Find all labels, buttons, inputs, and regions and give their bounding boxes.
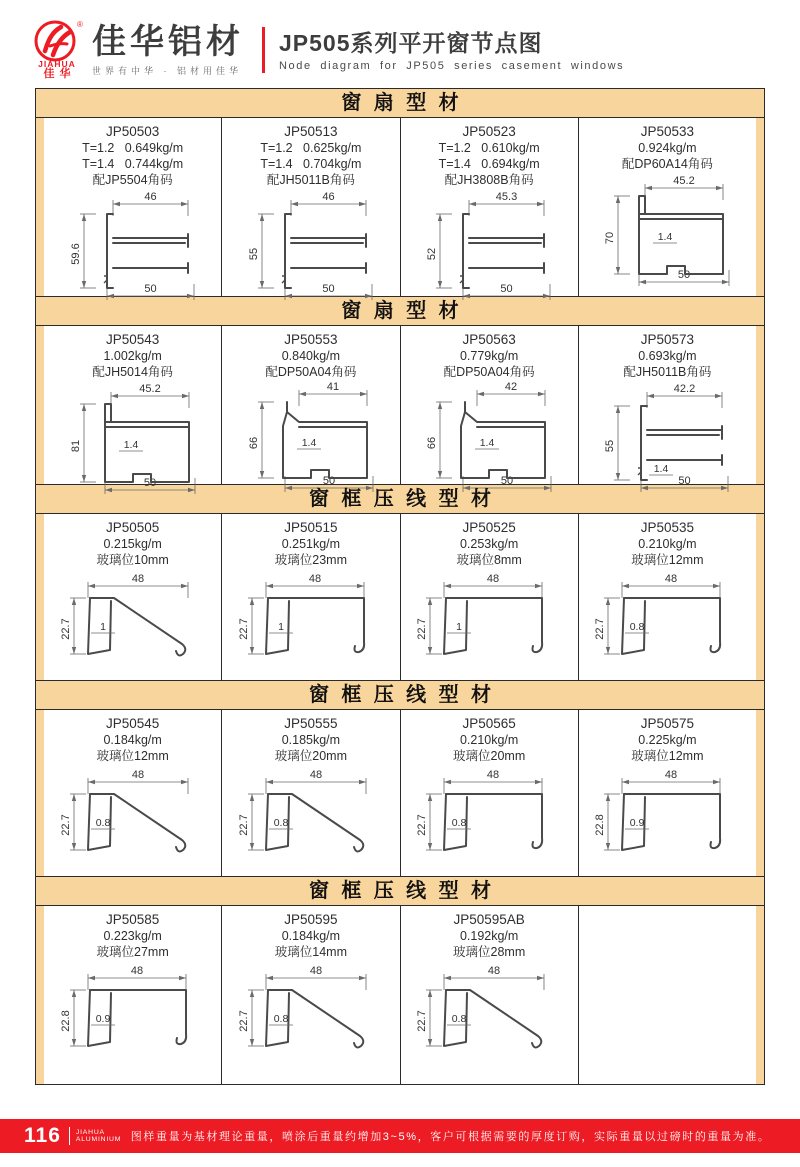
svg-text:48: 48 (665, 573, 678, 585)
svg-text:59.6: 59.6 (69, 243, 82, 265)
profile-drawing (48, 570, 218, 664)
svg-text:45.2: 45.2 (138, 383, 161, 395)
svg-text:48: 48 (487, 769, 500, 781)
svg-text:1.4: 1.4 (479, 437, 495, 449)
spec-line: 0.251kg/m (281, 537, 341, 551)
spec-line: 0.192kg/m (459, 929, 519, 943)
footer-note: 图样重量为基材理论重量，喷涂后重量约增加3~5%，客户可根据需要的厚度订购，实际重量以过磅时的重量为准。 (130, 1131, 771, 1143)
page-title: JP505系列平开窗节点图 (279, 30, 543, 56)
svg-text:52: 52 (426, 247, 439, 261)
svg-text:1: 1 (99, 621, 106, 633)
profile-cell-jp50533 (578, 118, 756, 296)
spec-line: 0.210kg/m (638, 537, 697, 551)
spec-line: 0.210kg/m (459, 733, 519, 747)
profile-cell-jp50573 (578, 326, 756, 487)
profile-table (35, 88, 765, 1085)
profile-row (44, 514, 756, 680)
svg-text:22.7: 22.7 (237, 814, 250, 836)
spec-line: 玻璃位10mm (96, 553, 169, 567)
svg-text:22.7: 22.7 (237, 618, 250, 640)
profile-drawing (582, 382, 752, 494)
brand-slogan: 世界有中华 · 铝材用佳华 (92, 65, 242, 76)
profile-row (44, 906, 756, 1084)
spec-line: 玻璃位20mm (453, 749, 526, 763)
svg-text:0.8: 0.8 (630, 621, 645, 633)
logo-brand-en: JIAHUA (38, 59, 76, 69)
svg-text:50: 50 (322, 283, 335, 295)
page-number: 116 (24, 1124, 61, 1147)
spec-line: 0.185kg/m (281, 733, 341, 747)
svg-text:50: 50 (322, 475, 335, 487)
spec-line: T=1.4 0.744kg/m (82, 157, 184, 171)
spec-line: 配JH3808B角码 (444, 173, 534, 187)
spec-line: 玻璃位27mm (96, 945, 169, 959)
profile-drawing (48, 766, 218, 860)
svg-text:®: ® (77, 20, 83, 29)
svg-text:50: 50 (501, 475, 514, 487)
svg-text:50: 50 (678, 269, 691, 281)
section-title: 窗框压线型材 (308, 880, 504, 902)
spec-line: 玻璃位14mm (274, 945, 347, 959)
spec-line: T=1.4 0.704kg/m (260, 157, 362, 171)
profile-drawing (404, 382, 574, 492)
svg-text:46: 46 (322, 191, 335, 203)
svg-text:50: 50 (144, 283, 157, 295)
spec-line: 玻璃位23mm (274, 553, 347, 567)
svg-text:42.2: 42.2 (674, 383, 696, 395)
profile-cell-jp50535 (578, 514, 756, 680)
model-number: JP50563 (462, 332, 516, 347)
svg-text:1: 1 (456, 621, 463, 633)
spec-line: 玻璃位8mm (456, 553, 522, 567)
footer-bar (0, 1119, 800, 1153)
header-divider (262, 27, 265, 73)
jiahua-logo-icon (30, 19, 84, 81)
logo-brand-cn: 佳华 (43, 68, 76, 80)
model-number: JP50505 (105, 520, 160, 535)
profile-cell-jp50505 (44, 514, 221, 680)
svg-text:22.7: 22.7 (416, 618, 429, 640)
model-number: JP50595 (284, 912, 338, 927)
spec-line: T=1.2 0.649kg/m (82, 141, 184, 155)
profile-drawing (226, 190, 396, 302)
spec-line: 配JH5011B角码 (266, 173, 355, 187)
section-title: 窗扇型材 (341, 300, 471, 322)
model-number: JP50543 (105, 332, 160, 347)
svg-text:1.4: 1.4 (658, 231, 673, 243)
profile-drawing (404, 190, 574, 302)
spec-line: 0.693kg/m (638, 349, 697, 363)
profile-drawing (226, 766, 396, 860)
spec-line: 配DP60A14角码 (621, 157, 713, 171)
spec-line: T=1.2 0.610kg/m (438, 141, 540, 155)
model-number: JP50513 (284, 124, 338, 139)
svg-text:41: 41 (326, 382, 339, 393)
spec-line: T=1.2 0.625kg/m (260, 141, 362, 155)
section-header (36, 89, 764, 118)
svg-text:0.8: 0.8 (95, 817, 110, 829)
spec-line: 0.253kg/m (459, 537, 519, 551)
svg-text:70: 70 (604, 231, 617, 245)
profile-cell-jp50555 (221, 710, 399, 876)
model-number: JP50545 (105, 716, 160, 731)
profile-cell-empty (578, 906, 756, 1084)
svg-text:45.2: 45.2 (673, 175, 696, 187)
svg-text:22.7: 22.7 (59, 618, 72, 640)
svg-text:0.9: 0.9 (95, 1013, 110, 1025)
svg-text:45.3: 45.3 (495, 191, 518, 203)
model-number: JP50533 (640, 124, 695, 139)
profile-drawing (226, 962, 396, 1056)
svg-text:81: 81 (69, 439, 82, 453)
profile-cell-jp50563 (400, 326, 578, 487)
profile-drawing (226, 570, 396, 664)
profile-cell-jp50545 (44, 710, 221, 876)
svg-text:48: 48 (309, 965, 322, 977)
spec-line: 玻璃位12mm (631, 553, 704, 567)
spec-line: 玻璃位28mm (453, 945, 526, 959)
profile-cell-jp50575 (578, 710, 756, 876)
spec-line: 0.184kg/m (103, 733, 162, 747)
spec-line: 0.779kg/m (459, 349, 519, 363)
model-number: JP50503 (105, 124, 160, 139)
svg-text:48: 48 (130, 965, 143, 977)
spec-line: 0.924kg/m (638, 141, 697, 155)
spec-line: 0.223kg/m (103, 929, 162, 943)
spec-line: 0.840kg/m (281, 349, 341, 363)
svg-text:0.8: 0.8 (451, 1013, 467, 1025)
page-header (0, 0, 800, 84)
page-subtitle: Node diagram for JP505 series casement windows (279, 60, 625, 72)
spec-line: 0.225kg/m (638, 733, 697, 747)
spec-line: 玻璃位20mm (274, 749, 347, 763)
profile-drawing (226, 382, 396, 492)
spec-line: 0.215kg/m (103, 537, 162, 551)
profile-cell-jp50503 (44, 118, 221, 296)
svg-text:46: 46 (144, 191, 157, 203)
model-number: JP50553 (284, 332, 338, 347)
company-logo (30, 19, 244, 81)
svg-text:1: 1 (277, 621, 284, 633)
svg-text:48: 48 (309, 769, 322, 781)
model-number: JP50573 (640, 332, 695, 347)
profile-cell-jp50585 (44, 906, 221, 1084)
model-number: JP50535 (640, 520, 695, 535)
profile-cell-jp50523 (400, 118, 578, 296)
profile-drawing (48, 382, 218, 494)
profile-drawing (48, 962, 218, 1056)
profile-cell-jp50553 (221, 326, 399, 487)
model-number: JP50515 (284, 520, 338, 535)
section-title: 窗框压线型材 (308, 684, 504, 706)
section-header (36, 876, 764, 906)
svg-text:0.8: 0.8 (451, 817, 467, 829)
profile-row (44, 118, 756, 296)
profile-drawing (404, 962, 574, 1056)
spec-line: 配JH5014角码 (92, 365, 173, 379)
section-title: 窗扇型材 (341, 92, 471, 114)
svg-text:22.8: 22.8 (594, 814, 607, 836)
svg-text:48: 48 (487, 573, 500, 585)
profile-cell-jp50565 (400, 710, 578, 876)
spec-line: 配JP5504角码 (92, 173, 173, 187)
svg-text:42: 42 (505, 382, 518, 393)
profile-drawing (582, 766, 752, 860)
svg-text:66: 66 (247, 436, 260, 450)
svg-text:50: 50 (678, 475, 691, 487)
spec-line: 0.184kg/m (281, 929, 341, 943)
spec-line: 配JH5011B角码 (623, 365, 712, 379)
profile-row (44, 710, 756, 876)
svg-text:48: 48 (488, 965, 501, 977)
svg-text:22.7: 22.7 (59, 814, 72, 836)
svg-text:22.7: 22.7 (594, 618, 607, 640)
svg-text:0.8: 0.8 (273, 1013, 289, 1025)
svg-text:55: 55 (604, 439, 617, 453)
section-header (36, 680, 764, 710)
profile-drawing (582, 174, 752, 286)
profile-cell-jp50515 (221, 514, 399, 680)
model-number: JP50565 (462, 716, 516, 731)
svg-text:50: 50 (143, 477, 156, 489)
footer-brand-line2: ALUMINIUM (75, 1136, 122, 1143)
spec-line: 玻璃位12mm (631, 749, 704, 763)
svg-text:66: 66 (426, 436, 439, 450)
svg-text:55: 55 (247, 247, 260, 261)
section-title: 窗框压线型材 (308, 488, 504, 510)
profile-drawing (48, 190, 218, 302)
svg-text:1.4: 1.4 (654, 463, 669, 475)
svg-text:22.7: 22.7 (416, 1010, 429, 1032)
svg-text:22.7: 22.7 (237, 1010, 250, 1032)
profile-drawing (582, 570, 752, 664)
model-number: JP50525 (462, 520, 516, 535)
spec-line: 1.002kg/m (103, 349, 162, 363)
svg-text:50: 50 (500, 283, 513, 295)
footer-divider (69, 1127, 70, 1145)
profile-drawing (404, 766, 574, 860)
svg-text:48: 48 (665, 769, 678, 781)
brand-name: 佳华铝材 (92, 22, 244, 61)
svg-text:1.4: 1.4 (301, 437, 317, 449)
spec-line: 玻璃位12mm (96, 749, 169, 763)
footer-brand-line1: JIAHUA (75, 1128, 105, 1136)
svg-text:48: 48 (308, 573, 321, 585)
profile-cell-jp50513 (221, 118, 399, 296)
model-number: JP50575 (640, 716, 695, 731)
model-number: JP50555 (284, 716, 338, 731)
model-number: JP50585 (105, 912, 160, 927)
profile-drawing (404, 570, 574, 664)
spec-line: 配DP50A04角码 (265, 365, 357, 379)
svg-text:0.8: 0.8 (273, 817, 289, 829)
svg-text:22.8: 22.8 (59, 1010, 72, 1032)
profile-cell-jp50525 (400, 514, 578, 680)
spec-line: 配DP50A04角码 (443, 365, 535, 379)
profile-cell-jp50543 (44, 326, 221, 489)
model-number: JP50595AB (453, 912, 525, 927)
svg-text:1.4: 1.4 (123, 439, 138, 451)
footer-brand (76, 1129, 121, 1144)
svg-text:48: 48 (131, 573, 144, 585)
svg-text:22.7: 22.7 (416, 814, 429, 836)
profile-cell-jp50595 (221, 906, 399, 1084)
profile-cell-jp50595ab (400, 906, 578, 1084)
model-number: JP50523 (462, 124, 516, 139)
profile-row (44, 326, 756, 489)
svg-text:0.9: 0.9 (630, 817, 645, 829)
svg-text:48: 48 (131, 769, 144, 781)
spec-line: T=1.4 0.694kg/m (438, 157, 540, 171)
